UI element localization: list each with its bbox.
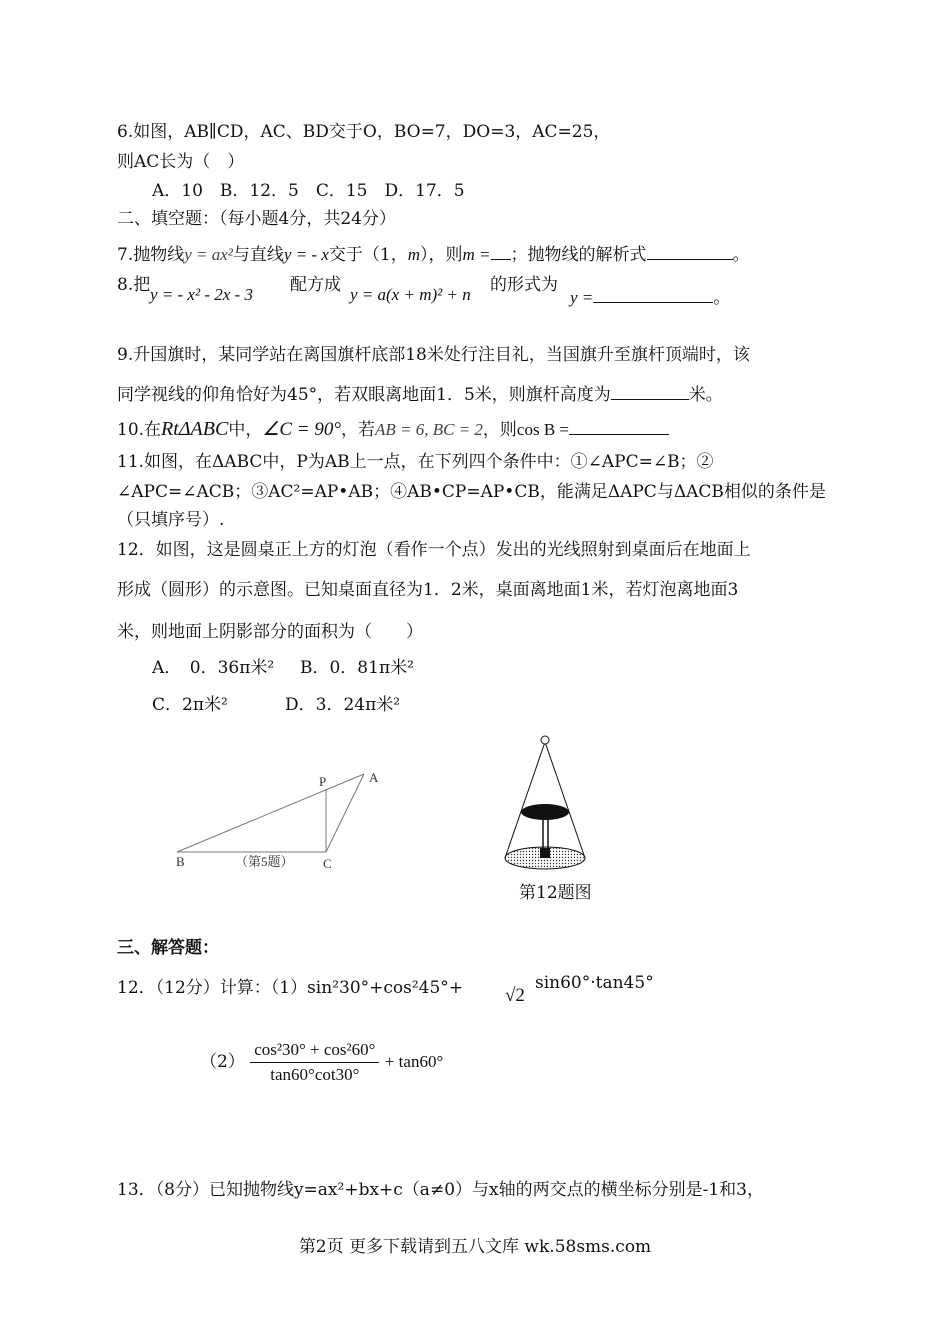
- q8-prefix: 8.把: [117, 275, 151, 295]
- q11-line3: （只填序号）.: [117, 510, 225, 530]
- label-a: A: [369, 770, 379, 785]
- q10-eq1: RtΔABC: [161, 418, 229, 440]
- q12-option-b: B．0．81π米²: [300, 658, 414, 678]
- q8-eq1: y = - x² - 2x - 3: [150, 285, 253, 304]
- table-top: [521, 804, 569, 820]
- calc-part1-prefix: 12．（12分）计算：（1）sin²30°+cos²45°+: [117, 978, 464, 998]
- segment-ba: [177, 774, 364, 852]
- q10: [117, 415, 669, 441]
- q8: [117, 270, 150, 295]
- calc-tail: + tan60°: [384, 1052, 444, 1071]
- q7-mid3: ），则: [420, 245, 463, 265]
- calc-numerator: cos²30° + cos²60°: [250, 1040, 379, 1063]
- q7-m: m: [407, 245, 420, 264]
- figure-12-caption: 第12题图: [519, 883, 592, 903]
- table-base: [540, 848, 550, 858]
- q8-blank[interactable]: [593, 286, 713, 303]
- q7-prefix: 7.抛物线: [117, 245, 185, 265]
- calc-sqrt2: √2: [505, 985, 525, 1006]
- q13-text: 13．（8分）已知抛物线y=ax²+bx+c（a≠0）与x轴的两交点的横坐标分别是-1和3，: [117, 1180, 764, 1200]
- q9-line1: 9.升国旗时，某同学站在离国旗杆底部18米处行注目礼，当国旗升至旗杆顶端时，该: [117, 345, 750, 365]
- q7: [117, 240, 750, 265]
- calc-fraction: [250, 1040, 379, 1085]
- q8-mid2: 的形式为: [490, 275, 558, 295]
- calc-part1-suffix: sin60°·tan45°: [535, 973, 654, 993]
- section-3-title: 三、解答题：: [117, 938, 219, 958]
- q10-blank[interactable]: [569, 418, 669, 435]
- q7-end: 。: [732, 245, 750, 265]
- q6-options: A．10 B．12．5 C．15 D．17．5: [152, 181, 465, 201]
- figure-12-lamp-cone: [495, 730, 605, 875]
- q7-mid2: 交于（1，: [328, 245, 408, 265]
- q7-eq1: y = ax²: [184, 245, 233, 264]
- q10-mid: 中，: [228, 420, 263, 440]
- q7-mid: 与直线: [232, 245, 284, 265]
- q10-eq4: cos B =: [516, 420, 570, 439]
- q10-eq3: AB = 6, BC = 2: [374, 420, 483, 439]
- label-p: P: [319, 774, 327, 789]
- q12-line2: 形成（圆形）的示意图。已知桌面直径为1．2米，桌面离地面1米，若灯泡离地面3: [117, 580, 739, 600]
- q12-line3: 米，则地面上阴影部分的面积为（ ）: [117, 622, 423, 642]
- calc-denominator: tan60°cot30°: [270, 1065, 360, 1084]
- q12-option-a: A． 0．36π米²: [152, 658, 275, 678]
- calc-part2: [200, 1040, 443, 1085]
- q9-line2a: 同学视线的仰角恰好为45°，若双眼离地面1．5米，则旗杆高度为: [117, 385, 611, 405]
- q12-option-d: D．3．24π米²: [285, 695, 401, 715]
- figure-5-triangle: [160, 760, 400, 875]
- q9-line2b: 米。: [688, 385, 723, 405]
- q10-mid3: ，则: [482, 420, 517, 440]
- q12-option-c: C．2π米²: [152, 695, 228, 715]
- q8-eq3: y =: [570, 288, 594, 307]
- q6-line2: 则AC长为（ ）: [117, 152, 245, 172]
- q12-line1: 12．如图，这是圆桌正上方的灯泡（看作一个点）发出的光线照射到桌面后在地面上: [117, 540, 751, 560]
- q10-mid2: ，若: [340, 420, 375, 440]
- page-footer: 第2页 更多下载请到五八文库 wk.58sms.com: [298, 1237, 652, 1257]
- q10-eq2: ∠C = 90°: [262, 419, 341, 440]
- calc-part2-label: （2）: [200, 1052, 245, 1072]
- q11-line1: 11.如图，在ΔABC中，P为AB上一点，在下列四个条件中：①∠APC=∠B；②: [117, 452, 714, 472]
- light-ray-left: [505, 742, 545, 858]
- q11-line2: ∠APC=∠ACB；③AC²=AP•AB；④AB•CP=AP•CB，能满足ΔAPC与ΔACB相似的条件是: [117, 482, 826, 502]
- figure-5-caption: （第5题）: [235, 854, 294, 869]
- q7-m-eq: m =: [462, 245, 491, 264]
- q7-blank-m[interactable]: [491, 243, 511, 260]
- segment-ac: [326, 774, 364, 852]
- lamp-bulb: [541, 736, 549, 744]
- q8-eq2: y = a(x + m)² + n: [350, 285, 471, 304]
- label-c: C: [323, 856, 332, 871]
- q6-line1: 6.如图，AB∥CD，AC、BD交于O，BO=7，DO=3，AC=25，: [117, 122, 611, 142]
- light-ray-right: [545, 742, 585, 858]
- q7-blank-expression[interactable]: [647, 243, 733, 260]
- label-b: B: [176, 854, 185, 869]
- section-2-title: 二、填空题：（每小题4分，共24分）: [117, 209, 396, 229]
- q9-blank[interactable]: [611, 383, 689, 400]
- q10-prefix: 10.在: [117, 420, 162, 440]
- q8-mid: 配方成: [290, 275, 341, 295]
- q7-suffix: ；抛物线的解析式: [510, 245, 647, 265]
- q7-eq2: y = - x: [283, 245, 329, 264]
- q8-end: 。: [713, 288, 731, 308]
